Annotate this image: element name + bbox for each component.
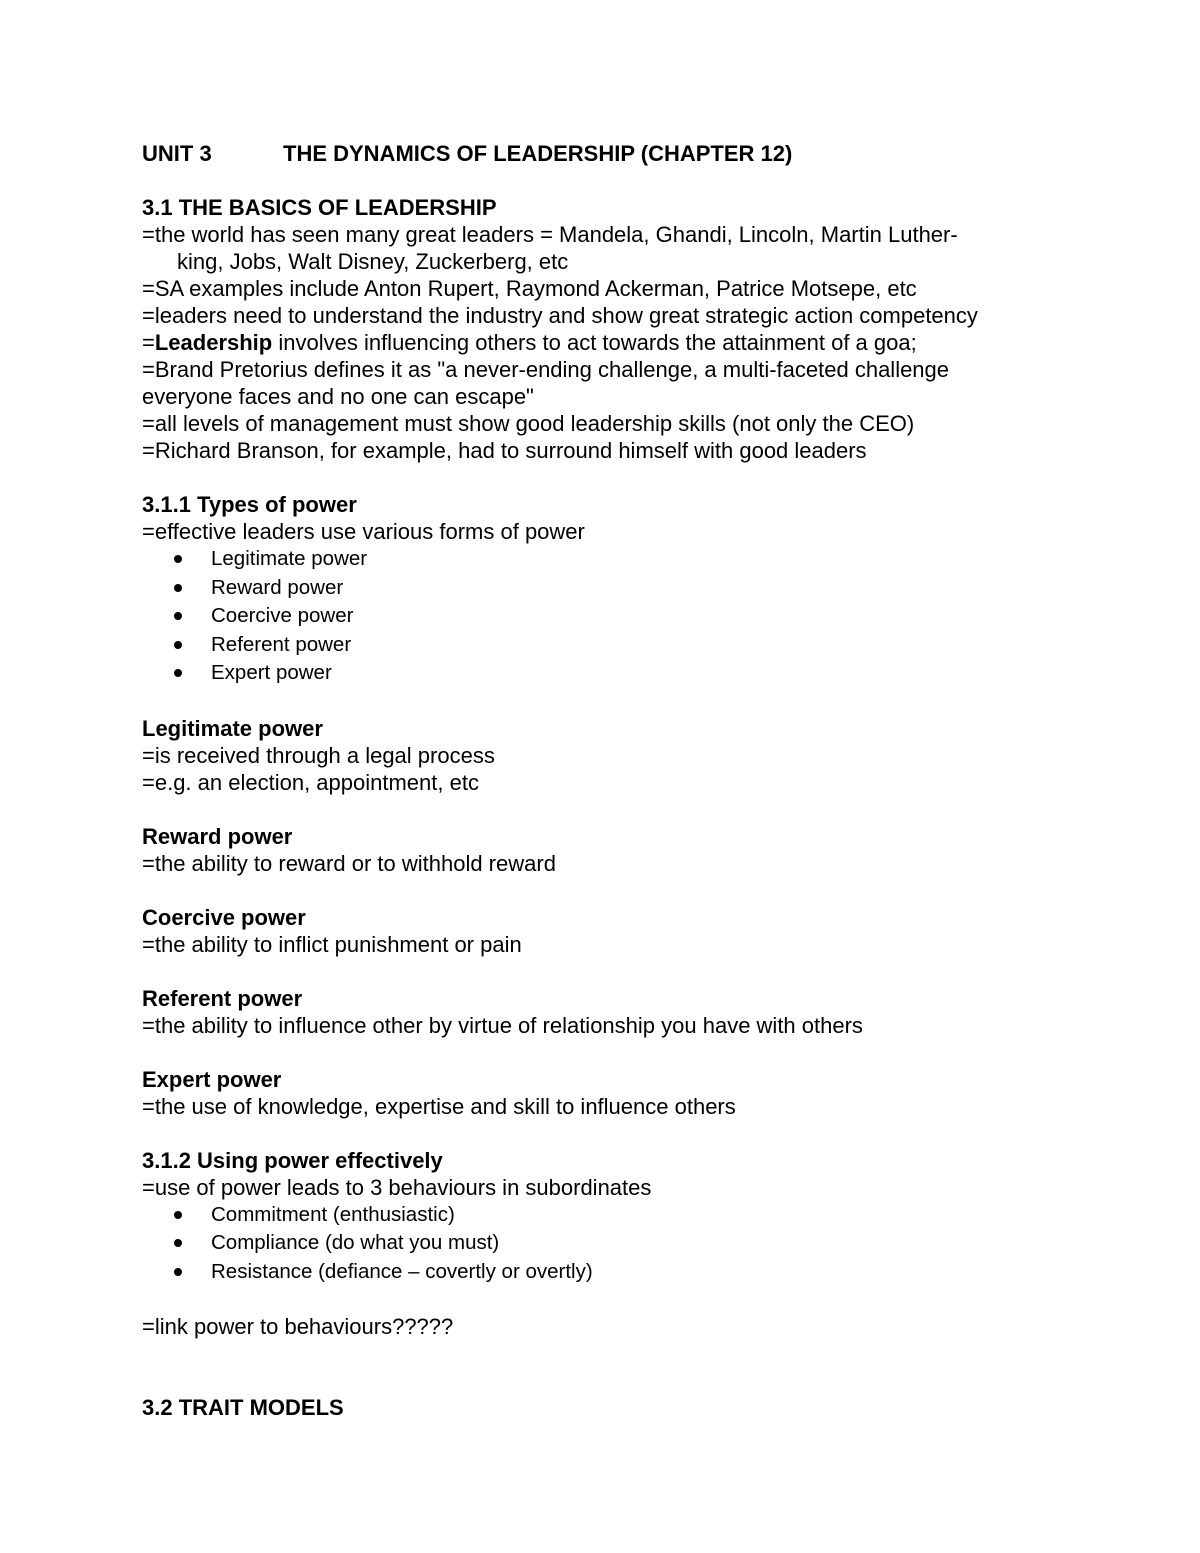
section-3-1-1-heading: 3.1.1 Types of power — [142, 492, 357, 517]
text-line: =effective leaders use various forms of power — [142, 519, 585, 544]
list-item: Reward power — [142, 574, 1142, 603]
bullet-icon — [174, 1239, 182, 1247]
section-3-1-2-heading: 3.1.2 Using power effectively — [142, 1147, 443, 1173]
text-line: =is received through a legal process — [142, 742, 495, 768]
list-item: Expert power — [142, 659, 1142, 688]
text-line: =the world has seen many great leaders = Mandela, Ghandi, Lincoln, Martin Luther- — [142, 222, 958, 247]
text-line: =SA examples include Anton Rupert, Raymond Ackerman, Patrice Motsepe, etc — [142, 276, 917, 301]
text-line: king, Jobs, Walt Disney, Zuckerberg, etc — [177, 249, 569, 274]
definition-text: involves influencing others to act towards the attainment of a goa; — [272, 330, 917, 355]
text-line: =the ability to reward or to withhold reward — [142, 850, 556, 876]
leadership-definition-line — [142, 329, 1142, 356]
list-item: Referent power — [142, 631, 1142, 660]
section-3-2-heading: 3.2 TRAIT MODELS — [142, 1395, 344, 1420]
unit-title: THE DYNAMICS OF LEADERSHIP (CHAPTER 12) — [283, 141, 793, 166]
bullet-icon — [174, 641, 182, 649]
document-page — [142, 140, 1142, 1421]
text-line: =leaders need to understand the industry and show great strategic action competency — [142, 303, 978, 328]
bullet-icon — [174, 612, 182, 620]
reward-power-heading: Reward power — [142, 823, 293, 849]
list-item: Legitimate power — [142, 545, 1142, 574]
text-line: =all levels of management must show good leadership skills (not only the CEO) — [142, 411, 915, 436]
unit-number: UNIT 3 — [142, 141, 212, 166]
bullet-icon — [174, 1211, 182, 1219]
power-types-list — [142, 545, 1142, 688]
list-item: Compliance (do what you must) — [142, 1229, 1142, 1258]
bullet-icon — [174, 1268, 182, 1276]
text-line: =Richard Branson, for example, had to surround himself with good leaders — [142, 438, 867, 463]
legitimate-power-heading: Legitimate power — [142, 715, 323, 741]
document-title — [142, 140, 1142, 167]
text-line: =the use of knowledge, expertise and skill to influence others — [142, 1093, 736, 1119]
equals-sign: = — [142, 330, 155, 355]
expert-power-heading: Expert power — [142, 1066, 282, 1092]
text-line: =e.g. an election, appointment, etc — [142, 769, 479, 795]
leadership-term: Leadership — [154, 330, 273, 355]
text-line: =the ability to influence other by virtue of relationship you have with others — [142, 1012, 863, 1038]
text-line: =Brand Pretorius defines it as "a never-ending challenge, a multi-faceted challenge — [142, 357, 950, 382]
bullet-icon — [174, 584, 182, 592]
text-line: =use of power leads to 3 behaviours in subordinates — [142, 1174, 652, 1200]
bullet-icon — [174, 555, 182, 563]
list-item: Commitment (enthusiastic) — [142, 1201, 1142, 1230]
coercive-power-heading: Coercive power — [142, 904, 306, 930]
list-item: Resistance (defiance – covertly or overtly) — [142, 1258, 1142, 1287]
text-line: =link power to behaviours????? — [142, 1314, 454, 1339]
text-line: =the ability to inflict punishment or pain — [142, 931, 522, 957]
section-3-1-heading: 3.1 THE BASICS OF LEADERSHIP — [142, 195, 497, 220]
text-line: everyone faces and no one can escape" — [142, 384, 534, 409]
behaviours-list — [142, 1201, 1142, 1287]
referent-power-heading: Referent power — [142, 985, 303, 1011]
list-item: Coercive power — [142, 602, 1142, 631]
bullet-icon — [174, 669, 182, 677]
